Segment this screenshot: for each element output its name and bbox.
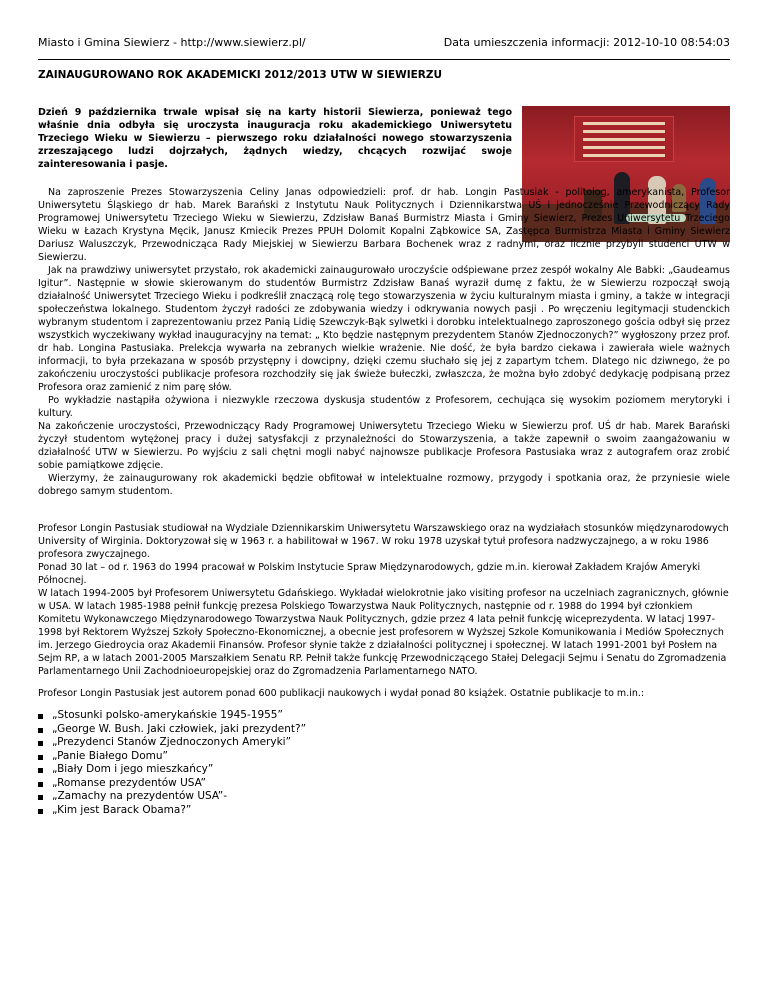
- list-item: „Kim jest Barack Obama?”: [38, 804, 730, 818]
- publications-intro: Profesor Longin Pastusiak jest autorem ponad 600 publikacji naukowych i wydał ponad 80 książek. Ostatnie publikacje to m.in.:: [38, 688, 645, 699]
- publications-list: [38, 709, 730, 817]
- article-lead: Dzień 9 października trwale wpisał się na karty historii Siewierza, ponieważ tego właśnie dnia odbyła się uroczysta inauguracja roku akademickiego Uniwersytetu Trzeciego Wieku w Siewierzu – pierwszego roku działalności nowego stowarzyszenia zrzeszającego ludzi dojrzałych, żądnych wiedzy, chcących rozwijać swoje zainteresowania i pasje.: [38, 107, 512, 170]
- paragraph: Profesor Longin Pastusiak studiował na Wydziale Dziennikarskim Uniwersytetu Warszawskiego oraz na wydziałach stosunków międzynarodowych University of Wirginia. Doktoryzował się w 1963 r. a habilitował w 1967. W roku 1978 uzyskał tytuł profesora nadzwyczajnego, a w roku 1986 profesora zwyczajnego.: [38, 523, 729, 560]
- paragraph: Jak na prawdziwy uniwersytet przystało, rok akademicki zainaugurowało uroczyście odśpiewane przez zespół wokalny Ale Babki: „Gaudeamus Igitur”. Następnie w słowie skierowanym do studentów Burmistrz Zdzisław Banaś wyraził dumę z faktu, że w Siewierzu rozpoczął swoją działalność Uniwersytet Trzeciego Wieku i podkreślił znaczącą rolę tego stowarzyszenia w życiu kulturalnym miasta i gminy, a także w integracji społeczeństwa lokalnego. Studentom życzył radości ze zdobywania wiedzy i odkrywania nowych pasji . Po wręczeniu legitymacji studenckich wybranym studentom i zaprezentowaniu przez Panią Lidię Szewczyk-Bąk sylwetki i dorobku intelektualnego zaproszonego gościa odbył się przez wszystkich wyczekiwany wykład inauguracyjny na temat: „ Kto będzie następnym prezydentem Stanów Zjednoczonych?” wygłoszony przez prof. dr hab. Longina Pastusiaka. Prelekcja wywarła na zebranych wielkie wrażenie. Nie dość, że była bardzo ciekawa i zawierała wiele ważnych informacji, to była przekazana w sposób przystępny i dowcipny, dzięki czemu słuchało się jej z zapartym tchem. Dlatego nic dziwnego, że po zakończeniu uroczystości publikacje profesora rozchodziły się jak świeże bułeczki, zwłaszcza, że można było zdobyć dedykację podpisaną przez Profesora oraz zamienić z nim parę słów.: [38, 265, 730, 393]
- page-header: [38, 36, 730, 50]
- list-item: „Prezydenci Stanów Zjednoczonych Ameryki”: [38, 736, 730, 750]
- article-body: [38, 186, 730, 498]
- site-name: Miasto i Gmina Siewierz - http://www.siewierz.pl/: [38, 36, 306, 49]
- list-item: „George W. Bush. Jaki człowiek, jaki prezydent?”: [38, 723, 730, 737]
- paragraph: Wierzymy, że zainaugurowany rok akademicki będzie obfitował w intelektualne rozmowy, przygody i spotkania oraz, że przyniesie wiele dobrego samym studentom.: [38, 473, 730, 497]
- list-item: „Panie Białego Domu”: [38, 750, 730, 764]
- paragraph: Na zaproszenie Prezes Stowarzyszenia Celiny Janas odpowiedzieli: prof. dr hab. Longin Pastusiak - politolog, amerykanista, Profesor Uniwersytetu Śląskiego dr hab. Marek Barański z Instytutu Nauk Politycznych i Dziennikarstwa UŚ i jednocześnie Przewodniczący Rady Programowej Uniwersytetu Trzeciego Wieku w Siewierzu, Zdzisław Banaś Burmistrz Miasta i Gminy Siewierz, Prezes Uniwersytetu Trzeciego Wieku w Łazach Krystyna Męcik, Janusz Kmiecik Prezes PPUH Dolomit Kopalni Ząbkowice SA, Zastępca Burmistrza Miasta i Gminy Siewierz Dariusz Waluszczyk, Przewodnicząca Rady Miejskiej w Siewierzu Barbara Bochenek wraz z radnymi, oraz licznie przybyli studenci UTW w Siewierzu.: [38, 187, 730, 263]
- list-item: „Biały Dom i jego mieszkańcy”: [38, 763, 730, 777]
- list-item: „Zamachy na prezydentów USA”-: [38, 790, 730, 804]
- list-item: „Romanse prezydentów USA”: [38, 777, 730, 791]
- paragraph: W latach 1994-2005 był Profesorem Uniwersytetu Gdańskiego. Wykładał wielokrotnie jako visiting profesor na uczelniach zagranicznych, głównie w USA. W latach 1985-1988 pełnił funkcję prezesa Polskiego Towarzystwa Nauk Politycznych, następnie od r. 1988 do 1994 był członkiem Komitetu Wykonawczego Międzynarodowego Towarzystwa Nauk Politycznych, gdzie przez 4 lata pełnił funkcję wiceprezydenta. W latacj 1997-1998 był Rektorem Wyższej Szkoły Społeczno-Ekonomicznej, a obecnie jest profesorem w Wyższej Szkole Komunikowania i Mediów Społecznych im. Jerzego Giedroycia oraz Akademii Finansów. Profesor słynie także z działalności politycznej i społecznej. W latach 1991-2001 był Posłem na Sejm RP, a w latach 2001-2005 Marszałkiem Senatu RP. Pełnił także funkcję Przewodniczącego Stałej Delegacji Sejmu i Senatu do Zgromadzenia Parlamentarnego Unii Zachodnioeuropejskiej oraz do Zgromadzenia Parlamentarnego NATO.: [38, 588, 729, 677]
- paragraph: Na zakończenie uroczystości, Przewodniczący Rady Programowej Uniwersytetu Trzeciego Wieku w Siewierzu prof. UŚ dr hab. Marek Barański życzył studentom wytężonej pracy i dużej satysfakcji z przynależności do Stowarzyszenia, a także zapewnił o swoim zaangażowaniu w działalność UTW w Siewierzu. Po wyjściu z sali chętni mogli nabyć najnowsze publikacje Profesora Pastusiaka wraz z autografem oraz zrobić sobie pamiątkowe zdjęcie.: [38, 421, 730, 471]
- paragraph: Po wykładzie nastąpiła ożywiona i niezwykle rzeczowa dyskusja studentów z Profesorem, cechująca się wysokim poziomem merytoryki i kultury.: [38, 395, 730, 419]
- publish-date: Data umieszczenia informacji: 2012-10-10 08:54:03: [443, 36, 730, 49]
- professor-bio: [38, 522, 730, 678]
- list-item: „Stosunki polsko-amerykańskie 1945-1955”: [38, 709, 730, 723]
- article-title: ZAINAUGUROWANO ROK AKADEMICKI 2012/2013 UTW W SIEWIERZU: [38, 69, 442, 81]
- stage-banner: [574, 116, 674, 162]
- header-divider: [38, 59, 730, 60]
- paragraph: Ponad 30 lat – od r. 1963 do 1994 pracował w Polskim Instytucie Spraw Międzynarodowych, gdzie m.in. kierował Zakładem Krajów Ameryki Północnej.: [38, 562, 701, 586]
